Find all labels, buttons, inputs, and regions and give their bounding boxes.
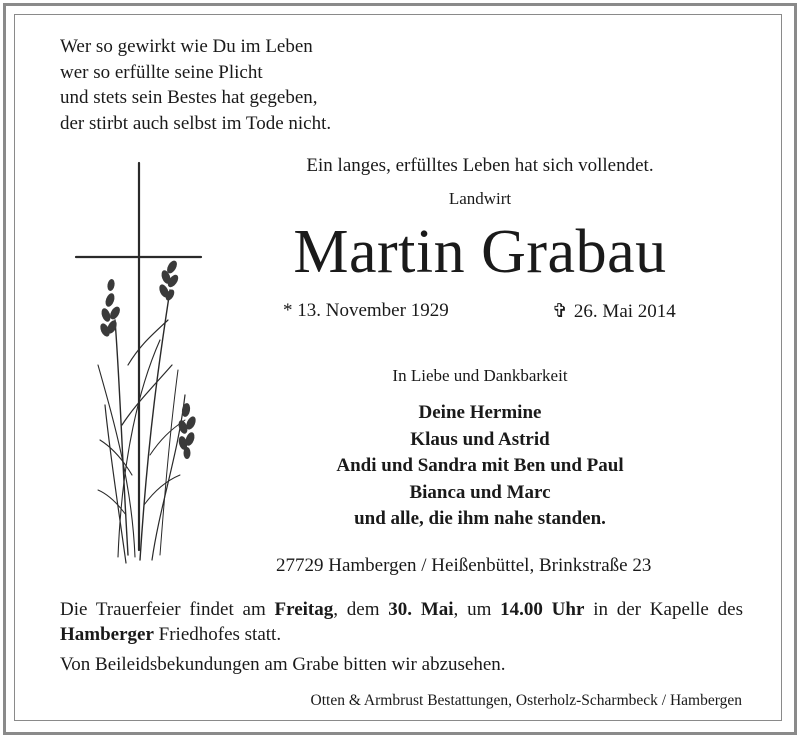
funeral-place: Hamberger bbox=[60, 624, 154, 645]
funeral-text: in der Kapelle des bbox=[584, 599, 743, 620]
condolence-note: Von Beileidsbekundungen am Grabe bitten wir abzusehen. bbox=[60, 654, 506, 675]
funeral-text: , dem bbox=[333, 599, 389, 620]
funeral-text: Die Trauerfeier findet am bbox=[60, 599, 275, 620]
poem-line: der stirbt auch selbst im Tode nicht. bbox=[60, 112, 332, 134]
funeral-text: , um bbox=[453, 599, 501, 620]
funeral-time: 14.00 Uhr bbox=[500, 599, 585, 620]
funeral-day: Freitag bbox=[274, 599, 334, 620]
mourners-list bbox=[290, 400, 670, 533]
intro-line: Ein langes, erfülltes Leben hat sich vollendet. bbox=[306, 155, 654, 176]
poem-line: und stets sein Bestes hat gegeben, bbox=[60, 87, 318, 108]
mourner-line: Klaus und Astrid bbox=[410, 428, 550, 450]
undertaker-credit: Otten & Armbrust Bestattungen, Osterholz-Scharmbeck / Hambergen bbox=[310, 692, 742, 709]
mourner-line: und alle, die ihm nahe standen. bbox=[354, 508, 606, 529]
birth-date: * 13. November 1929 bbox=[283, 300, 449, 321]
address: 27729 Hambergen / Heißenbüttel, Brinkstraße 23 bbox=[276, 555, 652, 576]
death-date: 26. Mai 2014 bbox=[573, 301, 676, 322]
mourner-line: Deine Hermine bbox=[418, 402, 542, 423]
funeral-date: 30. Mai bbox=[388, 599, 454, 620]
dedication-line: In Liebe und Dankbarkeit bbox=[392, 366, 568, 385]
death-date-block bbox=[552, 300, 676, 323]
poem-line: Wer so gewirkt wie Du im Leben bbox=[60, 36, 313, 57]
funeral-notice bbox=[60, 597, 743, 647]
occupation: Landwirt bbox=[448, 189, 512, 208]
funeral-text: Friedhofes statt. bbox=[153, 624, 282, 645]
poem bbox=[60, 34, 331, 136]
latin-cross-icon: ✞ bbox=[552, 301, 568, 322]
cross-with-wheat-icon bbox=[60, 155, 210, 580]
mourner-line: Andi und Sandra mit Ben und Paul bbox=[336, 455, 624, 476]
poem-line: wer so erfüllte seine Plicht bbox=[60, 61, 263, 83]
deceased-name: Martin Grabau bbox=[293, 218, 667, 286]
mourner-line: Bianca und Marc bbox=[409, 481, 551, 503]
